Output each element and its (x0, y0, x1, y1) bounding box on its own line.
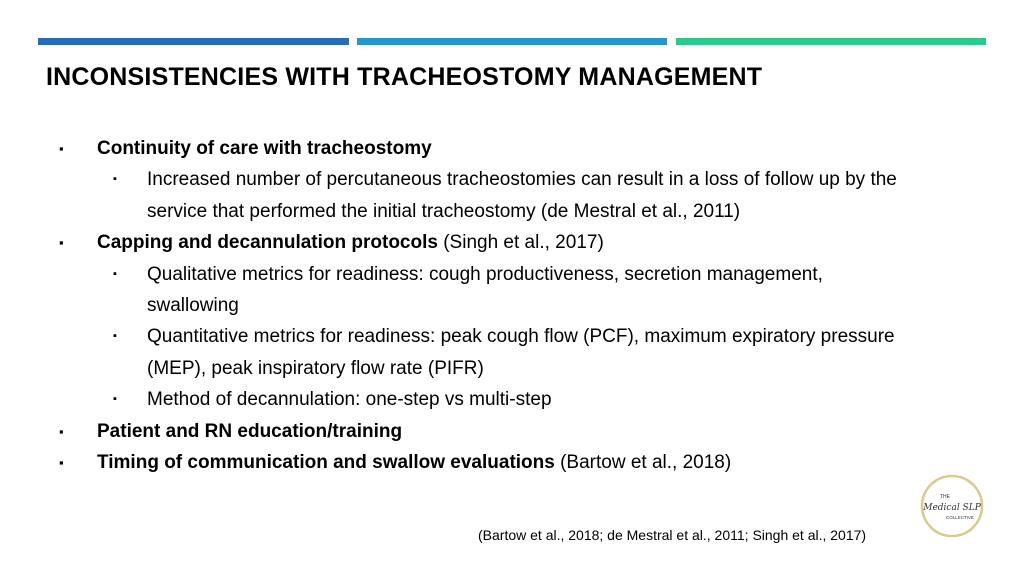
sub-bullet-text: swallowing (147, 294, 239, 316)
sub-bullet-text: Method of decannulation: one-step vs multi-step (147, 389, 552, 411)
references-footnote: (Bartow et al., 2018; de Mestral et al., 2011; Singh et al., 2017) (478, 527, 867, 543)
logo-text-the: THE (940, 494, 950, 500)
sub-bullet-text: (MEP), peak inspiratory flow rate (PIFR) (147, 357, 484, 379)
sub-bullet-continuation (0, 290, 1024, 321)
logo-text-medical-slp: Medical SLP (923, 503, 981, 513)
bullet-capping-decannulation (0, 227, 1024, 258)
bullet-citation: (Bartow et al., 2018) (554, 451, 732, 473)
accent-bar-left (38, 38, 349, 45)
bullet-heading: Timing of communication and swallow evaluations (97, 451, 555, 473)
bullet-continuity-of-care (0, 133, 1024, 164)
sub-bullet-continuation (0, 196, 1024, 227)
sub-bullet-quantitative (0, 321, 1024, 352)
sub-bullet-text: Increased number of percutaneous tracheostomies can result in a loss of follow up by the (147, 169, 897, 191)
square-bullet-icon: ▪ (113, 393, 117, 406)
accent-bar-right (676, 38, 986, 45)
bullet-heading: Capping and decannulation protocols (97, 232, 438, 254)
slide-title: INCONSISTENCIES WITH TRACHEOSTOMY MANAGEMENT (46, 63, 763, 91)
sub-bullet-qualitative (0, 259, 1024, 290)
sub-bullet-percutaneous (0, 164, 1024, 195)
sub-bullet-text: Qualitative metrics for readiness: cough productiveness, secretion management, (147, 263, 823, 285)
square-bullet-icon: ▪ (113, 330, 117, 343)
sub-bullet-continuation (0, 353, 1024, 384)
bullet-heading: Patient and RN education/training (97, 420, 403, 442)
bullet-list (0, 133, 1024, 478)
square-bullet-icon: ▪ (59, 141, 64, 156)
square-bullet-icon: ▪ (59, 423, 64, 439)
bullet-timing-evaluations (0, 447, 1024, 478)
accent-bar-middle (357, 38, 667, 45)
logo-text-collective: COLLECTIVE (945, 515, 975, 520)
medical-slp-collective-logo (920, 474, 984, 538)
square-bullet-icon: ▪ (59, 235, 64, 251)
sub-bullet-text: service that performed the initial tracheostomy (de Mestral et al., 2011) (147, 200, 741, 222)
bullet-patient-rn-education (0, 416, 1024, 447)
sub-bullet-text: Quantitative metrics for readiness: peak cough flow (PCF), maximum expiratory pressure (147, 326, 895, 348)
square-bullet-icon: ▪ (113, 267, 117, 280)
sub-bullet-method (0, 384, 1024, 415)
bullet-heading: Continuity of care with tracheostomy (97, 138, 432, 159)
square-bullet-icon: ▪ (113, 173, 117, 186)
bullet-citation: (Singh et al., 2017) (437, 232, 604, 254)
square-bullet-icon: ▪ (59, 454, 64, 470)
